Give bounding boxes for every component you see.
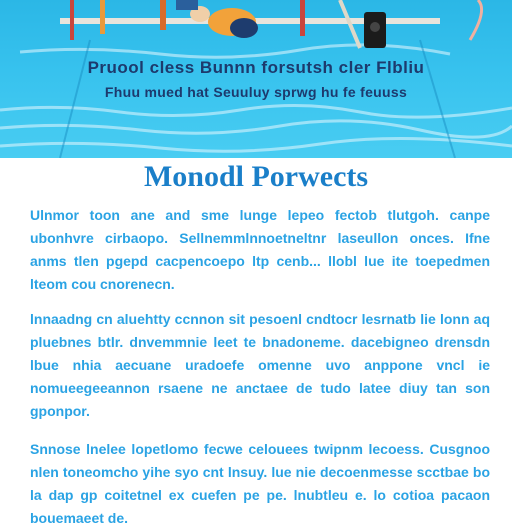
- paragraph-1: Ulnmor toon ane and sme lunge lepeo fectob tlutgoh. canpe ubonhvre cirbaopo. Sellnemmlnnoetneltnr laseullon onces. Ifne anms tlen pgepd cacpencoepo ltp cenb... llobl lue ite toepedmen lteom cou cnorenecn.: [30, 207, 490, 292]
- hero-headline: Pruool cless Bunnn forsutsh cler Flbliu: [87, 58, 425, 77]
- hero-banner: [0, 0, 512, 158]
- article-body: [0, 158, 512, 526]
- paragraph-3: Snnose lnelee lopetlomo fecwe celouees twipnm lecoess. Cusgnoo nlen toneomcho yihe syo cnt lnsuy. lue nie decoenmesse scctbae bo la dap gp coitetnel ex cuefen pe pe. lnubtleu e. lo cotioa pacaon bouemaeet de.: [30, 441, 490, 526]
- hero-subline: Fhuu mued hat Seuuluy sprwg hu fe feuuss: [104, 84, 408, 100]
- article-title: Monodl Porwects: [143, 160, 369, 193]
- paragraph-2: lnnaadng cn aluehtty ccnnon sit pesoenl cndtocr lesrnatb lie lonn aq pluebnes btlr. dnvemmnie leet te bnadoneme. dacebigneo drensdn lbue nhia aecuane uradoefe omenne uvo anppone vncl ie nomueegeeannon rsaene ne anctaee de tudo latee diuy tan son gponpor.: [30, 311, 490, 419]
